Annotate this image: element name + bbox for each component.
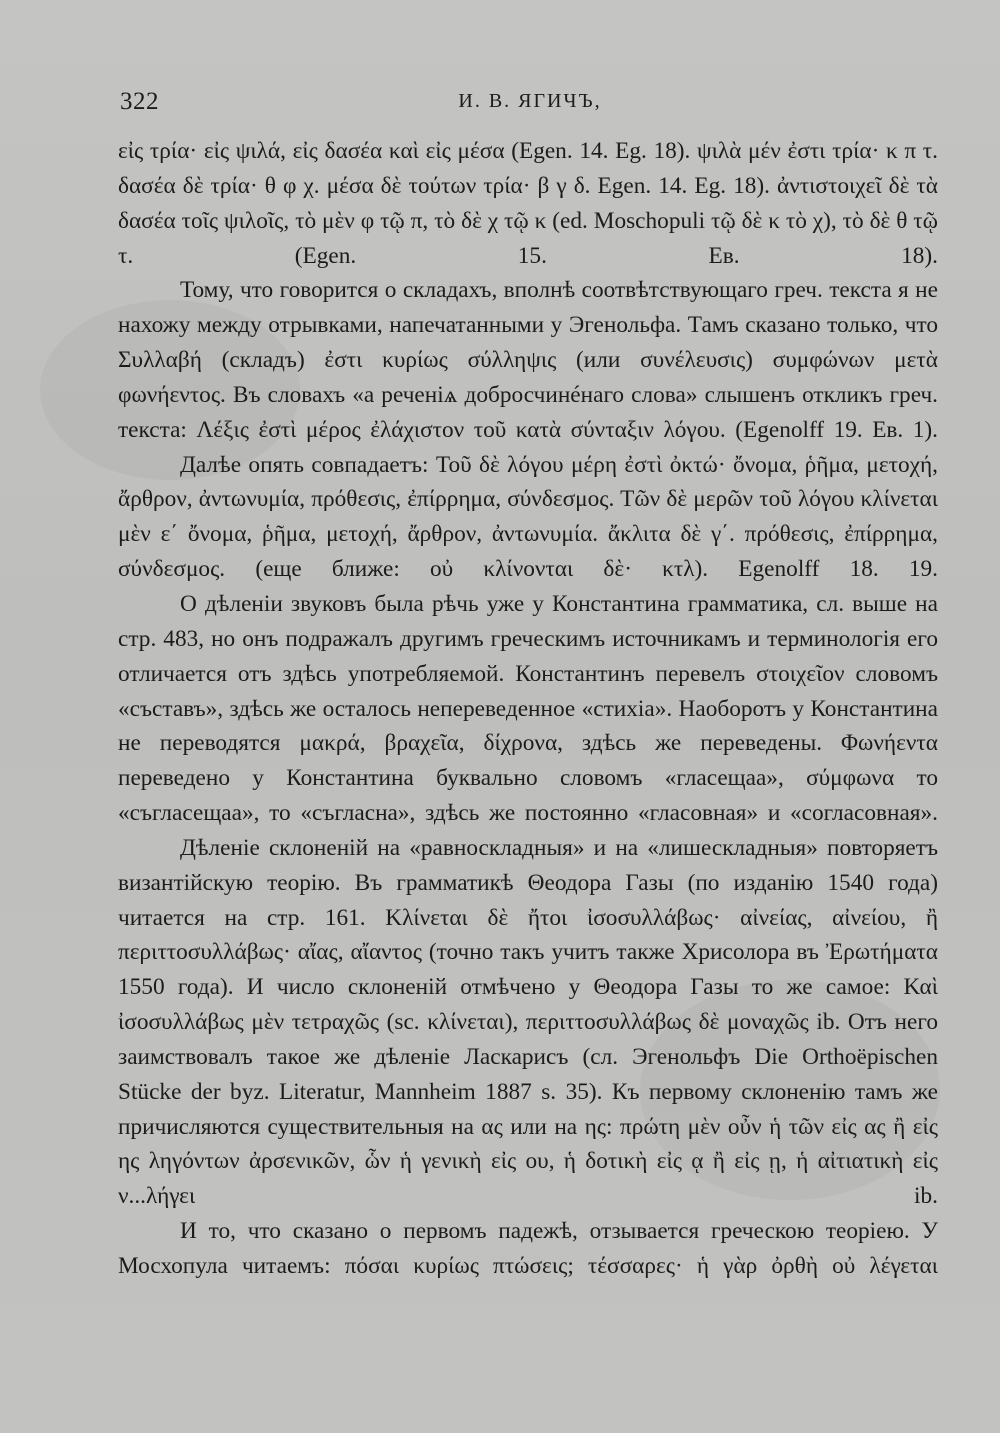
running-head: И. В. ЯГИЧЪ,: [458, 90, 602, 112]
paragraph: О дѣленіи звуковъ была рѣчь уже у Константина грамматика, сл. выше на стр. 483, но онъ подражалъ другимъ греческимъ источникамъ и терминологія его отличается отъ здѣсь употребляемой. Константинъ перевелъ στοιχεῖον словомъ «съставъ», здѣсь же осталось непереведенное «стихіа». Наоборотъ у Константина не переводятся μακρά, βραχεῖα, δίχρονα, здѣсь же переведены. Φωνήεντα переведено у Константина буквально словомъ «гласещаа», σύμφωνα то «съгласещаа», то «съгласна», здѣсь же постоянно «гласовная» и «согласовная».: [118, 590, 938, 827]
paragraph: Тому, что говорится о складахъ, вполнѣ соотвѣтствующаго греч. текста я не нахожу между отрывками, напечатанными у Эгенольфа. Тамъ сказано только, что Συλλαβή (складъ) ἐστι κυρίως σύλληψις (или συνέλευσις) συμφώνων μετὰ φωνήεντος. Въ словахъ «а реченіѧ добросчинéнаго слова» слышенъ откликъ греч. текста: Λέξις ἐστὶ μέρος ἐλάχιστον τοῦ κατὰ σύνταξιν λόγου. (Egenolff 19. Eв. 1).: [118, 277, 938, 443]
paragraph: εἰς τρία· εἰς ψιλά, εἰς δασέα καὶ εἰς μέσα (Egen. 14. Eg. 18). ψιλὰ μέν ἐστι τρία· κ π τ. δασέα δὲ τρία· θ φ χ. μέσα δὲ τούτων τρία· β γ δ. Egen. 14. Eg. 18). ἀντιστοιχεῖ δὲ τὰ δασέα τοῖς ψιλοῖς, τὸ μὲν φ τῷ π, τὸ δὲ χ τῷ κ (ed. Moschopuli τῷ δὲ κ τὸ χ), τὸ δὲ θ τῷ τ. (Egen. 15. Eв. 18).: [118, 138, 938, 269]
paragraph: Далѣе опять совпадаетъ: Τοῦ δὲ λόγου μέρη ἐστὶ ὀκτώ· ὄνομα, ῥῆμα, μετοχή, ἄρθρον, ἀντωνυμία, πρόθεσις, ἐπίρρημα, σύνδεσμος. Τῶν δὲ μερῶν τοῦ λόγου κλίνεται μὲν ε΄ ὄνομα, ῥῆμα, μετοχή, ἄρθρον, ἀντωνυμία. ἄκλιτα δὲ γ΄. πρόθεσις, ἐπίρρημα, σύνδεσμος. (еще ближе: οὐ κλίνονται δὲ· κτλ). Egenolff 18. 19.: [118, 451, 938, 583]
paragraph: Дѣленіе склоненій на «равноскладныя» и на «лишескладныя» повторяетъ византійскую теорію. Въ грамматикѣ Θеодора Газы (по изданію 1540 года) читается на стр. 161. Κλίνεται δὲ ἤτοι ἰσοσυλλάβως· αἰνείας, αἰνείου, ἢ περιττοσυλλάβως· αἴας, αἴαντος (точно такъ учитъ также Хрисолора въ Ἐρωτήματα 1550 года). И число склоненій отмѣчено у Θеодора Газы то же самое: Καὶ ἰσοσυλλάβως μὲν τετραχῶς (sc. κλίνεται), περιττοσυλλάβως δὲ μοναχῶς ib. Отъ него заимствовалъ такое же дѣленіе Ласкарисъ (сл. Эгенольфъ Die Orthoëpischen Stücke der byz. Literatur, Mannheim 1887 s. 35). Къ первому склоненію тамъ же причисляются существительныя на ας или на ης: πρώτη μὲν οὖν ἡ τῶν εἰς ας ἢ εἰς ης ληγόντων ἀρσενικῶν, ὧν ἡ γενικὴ εἰς ου, ἡ δοτικὴ εἰς ᾳ ἢ εἰς ῃ, ἡ αἰτιατικὴ εἰς ν...λήγει ib.: [118, 834, 938, 1210]
paragraph: И то, что сказано о первомъ падежѣ, отзывается греческою теоріею. У Мосхопула читаемъ: πόσαι κυρίως πτώσεις; τέσσαρες· ἡ γὰρ ὀρθὴ οὐ λέγεται: [118, 1218, 938, 1279]
page-header: [120, 88, 940, 128]
body-text: [118, 134, 938, 1284]
page-number: 322: [120, 88, 159, 115]
